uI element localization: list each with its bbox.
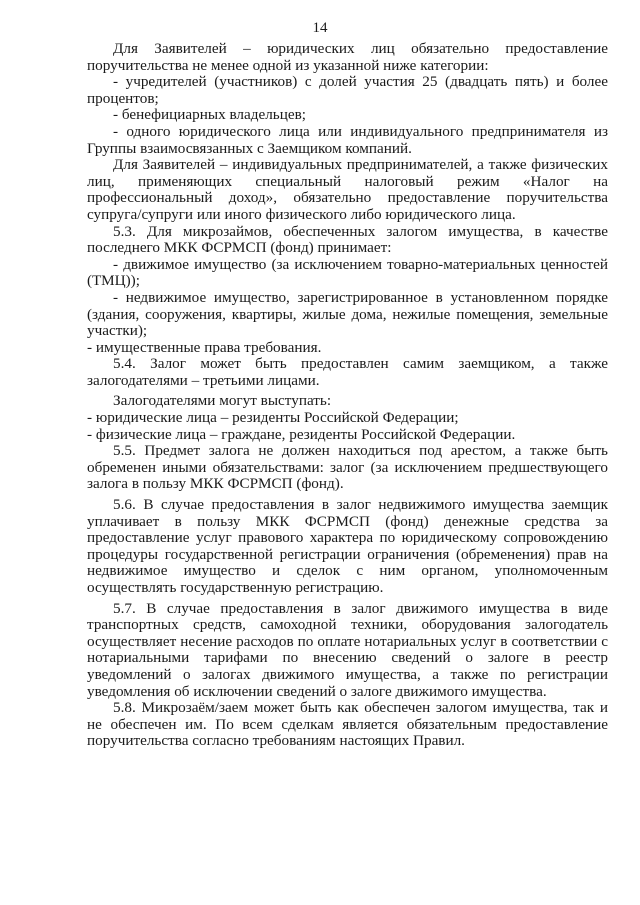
- paragraph: - недвижимое имущество, зарегистрированное в установленном порядке (здания, сооружения, квартиры, жилые дома, нежилые помещения, земельные участки);: [87, 288, 608, 340]
- paragraph: 5.8. Микрозаём/заем может быть как обеспечен залогом имущества, так и не обеспечен им. По всем сделкам является обязательным предоставление поручительства согласно требованиям настоящих Правил.: [87, 699, 608, 750]
- paragraph: 5.6. В случае предоставления в залог недвижимого имущества заемщик уплачивает в пользу МКК ФСРМСП (фонд) денежные средства за предоставление услуг правового характера по юридическому сопровождению процедуры государственной регистрации ограничения (обременения) прав на недвижимое имущество и сделок с ним органом, уполномоченным осуществлять государственную регистрацию.: [87, 496, 608, 596]
- paragraph: - движимое имущество (за исключением товарно-материальных ценностей (ТМЦ));: [87, 255, 608, 290]
- paragraph: - физические лица – граждане, резиденты Российской Федерации.: [87, 425, 516, 443]
- document-body: [87, 41, 608, 750]
- paragraph: 5.5. Предмет залога не должен находиться под арестом, а также быть обременен иными обязательствами: залог (за исключением предшествующего залога в пользу МКК ФСРМСП (фонд).: [87, 442, 608, 493]
- paragraph: - бенефициарных владельцев;: [113, 106, 306, 124]
- paragraph: Залогодателями могут выступать:: [113, 392, 332, 410]
- paragraph: 5.3. Для микрозаймов, обеспеченных залогом имущества, в качестве последнего МКК ФСРМСП (фонд) принимает:: [87, 222, 608, 257]
- page-number: 14: [312, 20, 328, 36]
- paragraph: Для Заявителей – юридических лиц обязательно предоставление поручительства не менее одной из указанной ниже категории:: [87, 40, 608, 74]
- paragraph: - юридические лица – резиденты Российской Федерации;: [87, 409, 459, 427]
- paragraph: Для Заявителей – индивидуальных предпринимателей, а также физических лиц, применяющих специальный налоговый режим «Налог на профессиональный доход», обязательно предоставление поручительства супруга/супруги или иного физического либо юридического лица.: [87, 156, 608, 223]
- paragraph: 5.7. В случае предоставления в залог движимого имущества в виде транспортных средств, самоходной техники, оборудования залогодатель осуществляет несение расходов по оплате нотариальных услуг в соответствии с нотариальными тарифами по внесению сведений о залоге в реестр уведомлений о залогах движимого имущества, а также по регистрации уведомления об исключении сведений о залоге движимого имущества.: [87, 599, 608, 700]
- paragraph: - одного юридического лица или индивидуального предпринимателя из Группы взаимосвязанных с Заемщиком компаний.: [87, 122, 608, 157]
- paragraph: 5.4. Залог может быть предоставлен самим заемщиком, а также залогодателями – третьими лицами.: [87, 355, 608, 389]
- paragraph: - учредителей (участников) с долей участия 25 (двадцать пять) и более процентов;: [87, 73, 608, 107]
- paragraph: - имущественные права требования.: [87, 338, 322, 356]
